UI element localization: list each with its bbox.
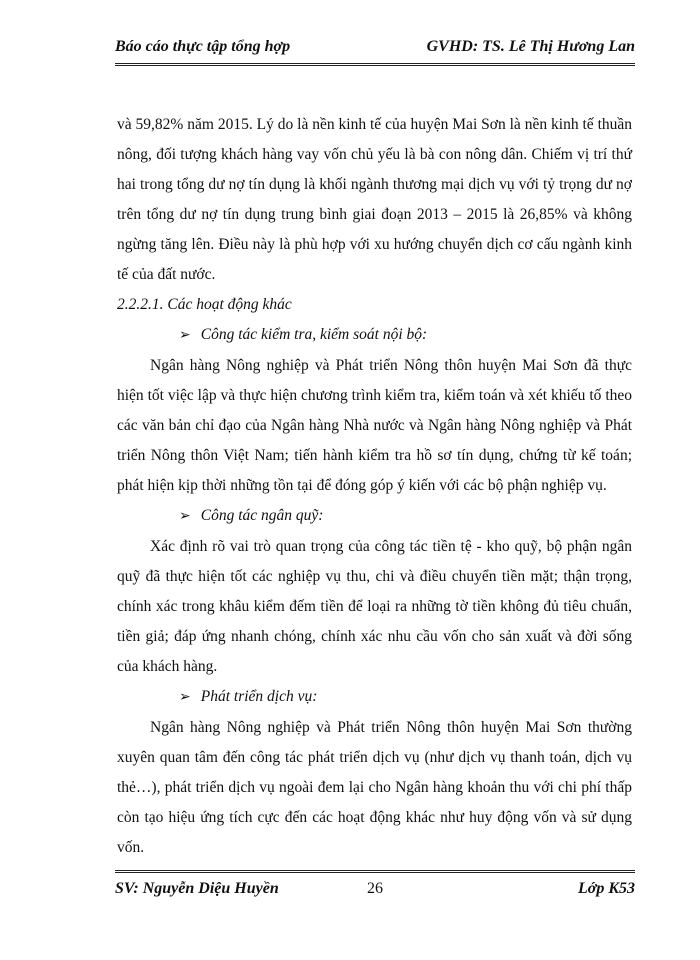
bullet-services-label: Phát triển dịch vụ: [200,688,318,705]
page-number: 26 [367,880,383,897]
paragraph-4: Ngân hàng Nông nghiệp và Phát triển Nông thôn huyện Mai Sơn thường xuyên quan tâm đến công tác phát triển dịch vụ (như dịch vụ thanh toán, dịch vụ thẻ…), phát triển dịch vụ ngoài đem lại cho Ngân hàng khoản thu với chi phí thấp còn tạo hiệu ứng tích cực đến các hoạt động khác như huy động vốn và sử dụng vốn. [117,719,632,856]
page-header [115,38,635,62]
footer-student: SV: Nguyễn Diệu Huyền [115,880,279,897]
document-body [117,110,632,863]
page-footer [115,880,635,904]
paragraph-3: Xác định rõ vai trò quan trọng của công tác tiền tệ - kho quỹ, bộ phận ngân quỹ đã thực hiện tốt các nghiệp vụ thu, chi và điều chuyển tiền mặt; thận trọng, chính xác trong khâu kiểm đếm tiền để loại ra những tờ tiền không đủ tiêu chuẩn, tiền giả; đáp ứng nhanh chóng, chính xác nhu cầu vốn cho sản xuất và đời sống của khách hàng. [117,538,632,675]
bullet-internal-control [117,320,632,351]
arrow-bullet-icon: ➢ [179,328,191,343]
section-heading: 2.2.2.1. Các hoạt động khác [117,296,292,313]
bullet-internal-control-label: Công tác kiểm tra, kiểm soát nội bộ: [200,326,428,343]
paragraph-2: Ngân hàng Nông nghiệp và Phát triển Nông thôn huyện Mai Sơn đã thực hiện tốt việc lập và thực hiện chương trình kiểm tra, kiểm toán và xét khiếu tố theo các văn bản chỉ đạo của Ngân hàng Nhà nước và Ngân hàng Nông nghiệp và Phát triển Nông thôn Việt Nam; tiến hành kiểm tra hồ sơ tín dụng, chứng từ kế toán; phát hiện kịp thời những tồn tại để đóng góp ý kiến với các bộ phận nghiệp vụ. [117,357,632,494]
paragraph-1: và 59,82% năm 2015. Lý do là nền kinh tế của huyện Mai Sơn là nền kinh tế thuần nông, đối tượng khách hàng vay vốn chủ yếu là bà con nông dân. Chiếm vị trí thứ hai trong tổng dư nợ tín dụng là khối ngành thương mại dịch vụ với tỷ trọng dư nợ trên tổng dư nợ tín dụng trung bình giai đoạn 2013 – 2015 là 26,85% và không ngừng tăng lên. Điều này là phù hợp với xu hướng chuyển dịch cơ cấu ngành kinh tế của đất nước. [117,116,632,283]
footer-class: Lớp K53 [577,880,635,897]
header-report-title: Báo cáo thực tập tổng hợp [115,38,291,55]
header-rule [115,63,635,66]
footer-rule [115,870,635,873]
arrow-bullet-icon: ➢ [179,690,191,705]
bullet-treasury-label: Công tác ngân quỹ: [200,507,324,524]
arrow-bullet-icon: ➢ [179,509,191,524]
bullet-treasury [117,501,632,532]
bullet-services [117,682,632,713]
header-advisor: GVHD: TS. Lê Thị Hương Lan [426,38,635,55]
